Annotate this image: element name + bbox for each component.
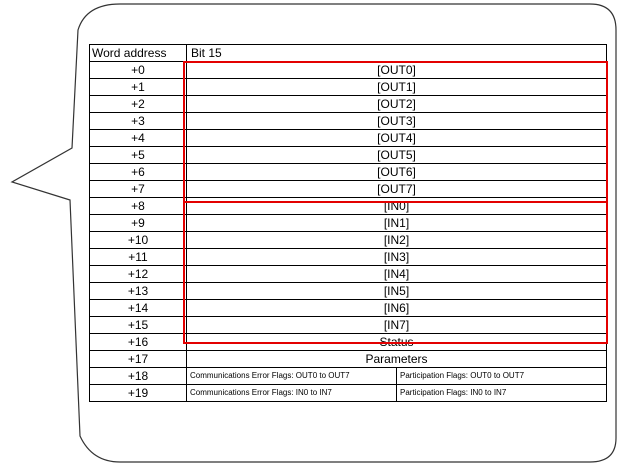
word-address-cell: +4 — [90, 130, 187, 147]
word-content-cell: [IN2] — [187, 232, 607, 249]
word-address-cell: +12 — [90, 266, 187, 283]
table-row — [90, 266, 607, 283]
word-address-cell: +10 — [90, 232, 187, 249]
word-content-cell: [OUT4] — [187, 130, 607, 147]
table-row — [90, 147, 607, 164]
word-content-cell: [IN0] — [187, 198, 607, 215]
table-row — [90, 249, 607, 266]
header-bit-15: Bit 15 — [187, 45, 607, 62]
table-header-row — [90, 45, 607, 62]
word-address-cell: +1 — [90, 79, 187, 96]
table-row — [90, 215, 607, 232]
word-address-cell: +16 — [90, 334, 187, 351]
participation-flags-cell: Participation Flags: OUT0 to OUT7 — [397, 368, 607, 385]
table-row — [90, 198, 607, 215]
participation-flags-cell: Participation Flags: IN0 to IN7 — [397, 385, 607, 402]
table-row — [90, 368, 607, 385]
word-address-cell: +3 — [90, 113, 187, 130]
word-address-cell: +9 — [90, 215, 187, 232]
word-content-cell: [OUT5] — [187, 147, 607, 164]
word-address-cell: +0 — [90, 62, 187, 79]
word-content-cell: [IN4] — [187, 266, 607, 283]
word-content-cell: [IN1] — [187, 215, 607, 232]
table-row — [90, 334, 607, 351]
word-content-cell: [OUT6] — [187, 164, 607, 181]
word-content-cell: [IN6] — [187, 300, 607, 317]
word-content-cell: [OUT7] — [187, 181, 607, 198]
word-address-cell: +19 — [90, 385, 187, 402]
word-content-cell: [OUT1] — [187, 79, 607, 96]
table-row — [90, 130, 607, 147]
word-content-cell: Parameters — [187, 351, 607, 368]
table-row — [90, 96, 607, 113]
table-row — [90, 62, 607, 79]
word-address-cell: +18 — [90, 368, 187, 385]
comm-error-flags-cell: Communications Error Flags: OUT0 to OUT7 — [187, 368, 397, 385]
word-content-cell: [OUT3] — [187, 113, 607, 130]
table-row — [90, 232, 607, 249]
table-row — [90, 300, 607, 317]
word-content-cell: [OUT0] — [187, 62, 607, 79]
word-address-cell: +7 — [90, 181, 187, 198]
word-address-cell: +13 — [90, 283, 187, 300]
table-row — [90, 317, 607, 334]
table-row — [90, 351, 607, 368]
word-address-cell: +5 — [90, 147, 187, 164]
table-row — [90, 283, 607, 300]
word-content-cell: [OUT2] — [187, 96, 607, 113]
word-address-cell: +2 — [90, 96, 187, 113]
table-row — [90, 181, 607, 198]
word-address-cell: +8 — [90, 198, 187, 215]
word-content-cell: [IN7] — [187, 317, 607, 334]
table-row — [90, 79, 607, 96]
word-address-cell: +15 — [90, 317, 187, 334]
word-content-cell: Status — [187, 334, 607, 351]
word-address-cell: +6 — [90, 164, 187, 181]
word-address-cell: +11 — [90, 249, 187, 266]
word-content-cell: [IN3] — [187, 249, 607, 266]
word-content-cell: [IN5] — [187, 283, 607, 300]
word-address-cell: +17 — [90, 351, 187, 368]
header-word-address: Word address — [90, 45, 187, 62]
memory-map-table — [89, 44, 607, 402]
table-row — [90, 113, 607, 130]
table-row — [90, 164, 607, 181]
comm-error-flags-cell: Communications Error Flags: IN0 to IN7 — [187, 385, 397, 402]
table-row — [90, 385, 607, 402]
word-address-cell: +14 — [90, 300, 187, 317]
